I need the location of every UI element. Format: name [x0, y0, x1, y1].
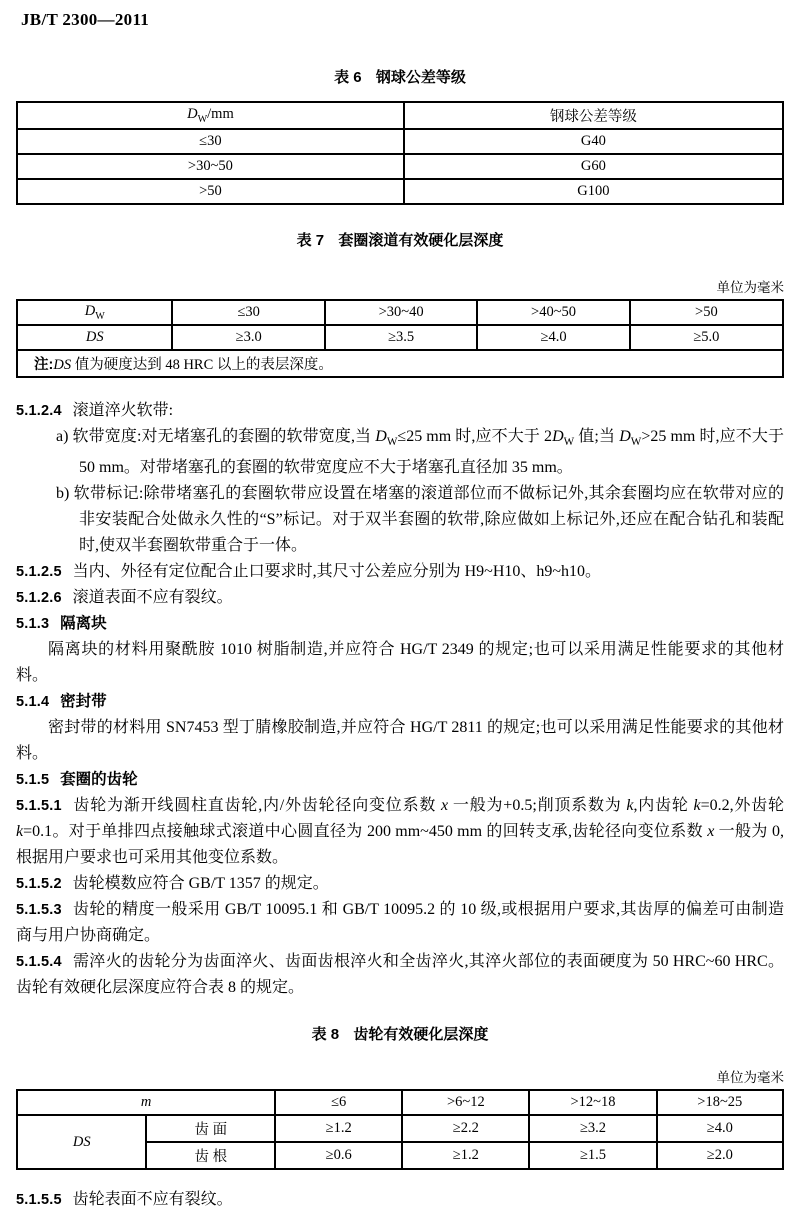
cell-dw-range: >30~50 [17, 154, 404, 179]
cell-ds-value: ≥0.6 [275, 1142, 402, 1169]
clause-text: 齿轮表面不应有裂纹。 [72, 1191, 233, 1209]
clause-513-paragraph: 隔离块的材料用聚酰胺 1010 树脂制造,并应符合 HG/T 2349 的规定;也可以采用满足性能要求的其他材料。 [16, 641, 784, 685]
table8-caption-label: 表 8 [311, 1026, 340, 1044]
clause-5153 [16, 897, 784, 949]
clause-text: 滚道淬火软带: [72, 402, 174, 419]
clause-title: 密封带 [60, 693, 107, 711]
clause-number: 5.1.2.5 [16, 564, 62, 581]
table8-caption [16, 1023, 784, 1044]
clause-5155 [16, 1187, 784, 1213]
clause-text: 齿轮的精度一般采用 GB/T 10095.1 和 GB/T 10095.2 的 10 级,或根据用户要求,其齿厚的偏差可由制造商与用户协商确定。 [16, 901, 784, 945]
unit-label: 单位为毫米 [716, 1070, 784, 1086]
cell-m-range: >12~18 [529, 1090, 656, 1115]
clause-title: 套圈的齿轮 [60, 771, 138, 789]
table-header-row [17, 1090, 783, 1115]
cell-ds-value: ≥5.0 [630, 325, 783, 350]
clause-text: 需淬火的齿轮分为齿面淬火、齿面齿根淬火和全齿淬火,其淬火部位的表面硬度为 50 HRC~60 HRC。齿轮有效硬化层深度应符合表 8 的规定。 [16, 953, 784, 997]
col-header-dw: $D_W/mm$ [17, 102, 404, 129]
list-item-text: 软带宽度:对无堵塞孔的套圈的软带宽度,当 $D_W\le 25$ mm 时,应不大于 $2D_W$ 值;当 $D_W>25$ mm 时,应不大于 50 mm。对带堵塞孔的套圈的软带宽度应不大于堵塞孔直径加 35 mm。 [72, 428, 784, 477]
clause-5125 [16, 559, 784, 585]
cell-ds-value: ≥3.2 [529, 1115, 656, 1142]
cell-m-range: >18~25 [657, 1090, 783, 1115]
cell-m-range: ≤6 [275, 1090, 402, 1115]
table-header-row [17, 102, 783, 129]
table-note: 注:DS 值为硬度达到 48 HRC 以上的表层深度。 [17, 350, 783, 377]
cell-dw-range: >30~40 [325, 300, 477, 325]
cell-dw-range: ≤30 [17, 129, 404, 154]
clause-number: 5.1.4 [16, 694, 50, 711]
table7-caption [16, 229, 784, 250]
clause-5124 [16, 398, 784, 424]
clause-number: 5.1.5.3 [16, 902, 62, 919]
table-row [17, 154, 783, 179]
clause-number: 5.1.5.4 [16, 954, 62, 971]
cell-dw-range: >50 [630, 300, 783, 325]
list-item-b [16, 481, 784, 559]
cell-dw-range: >40~50 [477, 300, 629, 325]
cell-grade: G40 [404, 129, 783, 154]
closing-clause [16, 1187, 784, 1213]
row-header-ds: DS [17, 1115, 146, 1169]
cell-m-range: >6~12 [402, 1090, 529, 1115]
table6-caption-label: 表 6 [334, 69, 362, 86]
table-row-dw [17, 300, 783, 325]
clause-number: 5.1.5.2 [16, 876, 62, 893]
list-marker: a) [56, 428, 69, 445]
clause-number: 5.1.2.4 [16, 403, 62, 419]
cell-ds-value: ≥1.2 [402, 1142, 529, 1169]
row-header-m: m [17, 1090, 275, 1115]
cell-ds-value: ≥4.0 [477, 325, 629, 350]
table-row-ds [17, 325, 783, 350]
cell-grade: G60 [404, 154, 783, 179]
table-note-row [17, 350, 783, 377]
clause-5152 [16, 871, 784, 897]
cell-grade: G100 [404, 179, 783, 204]
clause-number: 5.1.3 [16, 616, 50, 633]
unit-label: 单位为毫米 [716, 280, 784, 295]
raceway-hardened-depth-table [16, 299, 784, 378]
clause-number: 5.1.5 [16, 772, 50, 789]
cell-ds-value: ≥3.0 [172, 325, 324, 350]
row-header-dw: $D_W$ [17, 300, 172, 325]
gear-hardened-depth-table [16, 1089, 784, 1170]
cell-ds-value: ≥2.0 [657, 1142, 783, 1169]
row-subheader: 齿 根 [146, 1142, 275, 1169]
clause-515-heading [16, 767, 784, 793]
col-header-grade: 钢球公差等级 [404, 102, 783, 129]
cell-ds-value: ≥4.0 [657, 1115, 783, 1142]
clause-text: 齿轮模数应符合 GB/T 1357 的规定。 [72, 875, 329, 893]
list-item-a [16, 424, 784, 481]
table-row [17, 129, 783, 154]
clause-5126 [16, 585, 784, 611]
clause-5151 [16, 793, 784, 871]
clause-514-paragraph: 密封带的材料用 SN7453 型丁腈橡胶制造,并应符合 HG/T 2811 的规定;也可以采用满足性能要求的其他材料。 [16, 719, 784, 763]
cell-dw-range: ≤30 [172, 300, 324, 325]
table7-caption-title: 套圈滚道有效硬化层深度 [338, 232, 504, 249]
clause-514-heading [16, 689, 784, 715]
clause-title: 隔离块 [60, 615, 107, 633]
cell-dw-range: >50 [17, 179, 404, 204]
cell-ds-value: ≥1.2 [275, 1115, 402, 1142]
clause-number: 5.1.2.6 [16, 590, 62, 607]
table6-caption-title: 钢球公差等级 [375, 69, 466, 86]
table8-caption-title: 齿轮有效硬化层深度 [353, 1026, 489, 1044]
table7-caption-label: 表 7 [296, 232, 325, 249]
clause-content [16, 398, 784, 1001]
list-marker: b) [56, 485, 70, 503]
standard-number: JB/T 2300—2011 [21, 10, 150, 29]
clause-5154 [16, 949, 784, 1001]
clause-text: 齿轮为渐开线圆柱直齿轮,内/外齿轮径向变位系数 x 一般为+0.5;削顶系数为 k,内齿轮 k=0.2,外齿轮 k=0.1。对于单排四点接触球式滚道中心圆直径为 200 mm~450 mm 的回转支承,齿轮径向变位系数 x 一般为 0,根据用户要求也可采用其他变位系数。 [16, 797, 784, 867]
row-subheader: 齿 面 [146, 1115, 275, 1142]
cell-ds-value: ≥3.5 [325, 325, 477, 350]
clause-number: 5.1.5.5 [16, 1192, 62, 1209]
steel-ball-tolerance-table [16, 101, 784, 205]
cell-ds-value: ≥1.5 [529, 1142, 656, 1169]
table-row [17, 179, 783, 204]
clause-text: 当内、外径有定位配合止口要求时,其尺寸公差应分别为 H9~H10、h9~h10。 [72, 563, 602, 581]
clause-number: 5.1.5.1 [16, 798, 62, 815]
clause-513-heading [16, 611, 784, 637]
table6-caption [16, 66, 784, 87]
clause-text: 滚道表面不应有裂纹。 [72, 589, 233, 607]
list-item-text: 软带标记:除带堵塞孔的套圈软带应设置在堵塞的滚道部位而不做标记外,其余套圈均应在软带对应的非安装配合处做永久性的“S”标记。对于双半套圈的软带,除应做如上标记外,还应在配合钻孔和装配时,使双半套圈软带重合于一体。 [73, 485, 784, 555]
row-header-ds: DS [17, 325, 172, 350]
table-row-tooth-flank [17, 1115, 783, 1142]
cell-ds-value: ≥2.2 [402, 1115, 529, 1142]
